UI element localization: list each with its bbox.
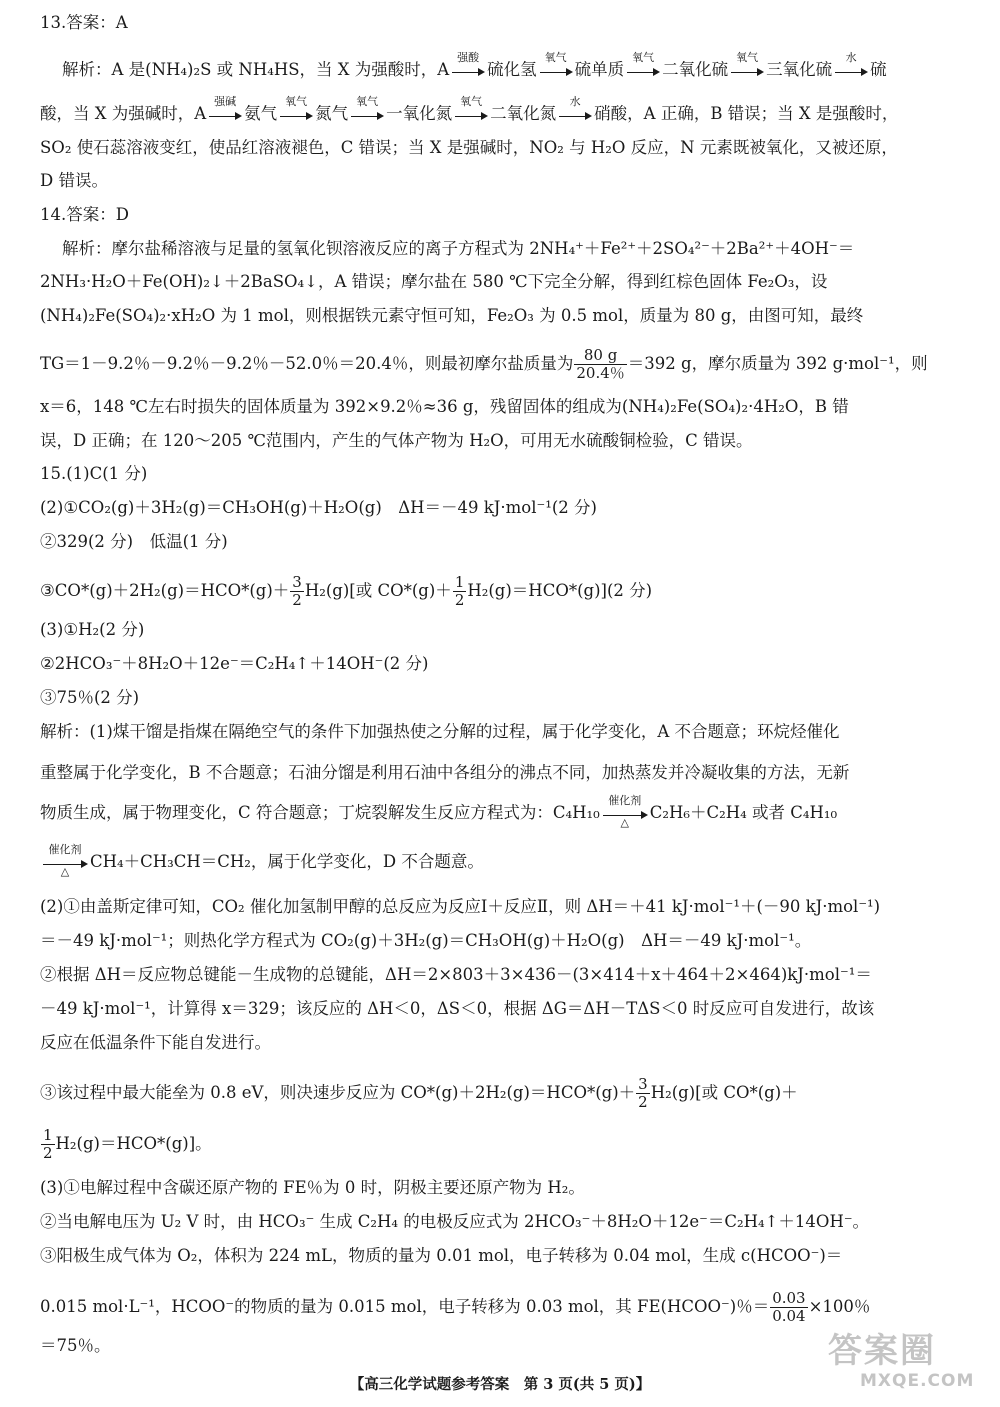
reaction-arrow-icon: 强碱	[207, 104, 243, 126]
fraction: $\frac{0.03}{0.04}$	[772, 1289, 806, 1325]
q13-line-3: SO₂ 使石蕊溶液变红，使品红溶液褪色，C 错误；当 X 是强碱时，NO₂ 与 H₂O 反应，N 元素既被氧化，又被还原，	[40, 138, 898, 157]
q13-answer: 13.答案：A	[40, 13, 128, 32]
page-footer: 【高三化学试题参考答案 第 3 页(共 5 页)】	[349, 1376, 651, 1393]
q15-explain-4: 催化剂 △ CH₄＋CH₃CH＝CH₂，属于化学变化，D 不合题意。	[40, 851, 484, 874]
watermark-text: 答案圈	[828, 1331, 936, 1371]
q14-line-4: TG＝1－9.2％－9.2％－9.2％－52.0％＝20.4％，则最初摩尔盐质量为 $\frac{80 g}{20.4\%}$ ＝392 g，摩尔质量为 392 g·mol⁻¹，则	[40, 346, 928, 382]
q15-explain-2: 重整属于化学变化，B 不合题意；石油分馏是利用石油中各组分的沸点不同，加热蒸发并冷凝收集的方法，无新	[40, 763, 850, 782]
q14-line-3: (NH₄)₂Fe(SO₄)₂·xH₂O 为 1 mol，则根据铁元素守恒可知，Fe₂O₃ 为 0.5 mol，质量为 80 g，由图可知，最终	[40, 306, 864, 325]
q15-explain-11: $\frac{1}{2}$ H₂(g)＝HCO*(g)]。	[43, 1126, 212, 1162]
q15-explain-12: (3)①电解过程中含碳还原产物的 FE％为 0 时，阴极主要还原产物为 H₂。	[40, 1178, 585, 1197]
q15-explain-14: ③阳极生成气体为 O₂，体积为 224 mL，物质的量为 0.01 mol，电子转移为 0.04 mol，生成 c(HCOO⁻)＝	[40, 1246, 843, 1265]
fraction: $\frac{3}{2}$	[638, 1075, 648, 1111]
fraction: $\frac{80 g}{20.4\%}$	[576, 346, 625, 382]
q15-part-4: ③CO*(g)＋2H₂(g)＝HCO*(g)＋ $\frac{3}{2}$ H₂(g)[或 CO*(g)＋ $\frac{1}{2}$ H₂(g)＝HCO*(g)](2 分)	[40, 573, 653, 609]
q15-explain-16: ＝75％。	[40, 1336, 111, 1355]
fraction: $\frac{1}{2}$	[43, 1126, 53, 1162]
q13-line-1: 解析：A 是(NH₄)₂S 或 NH₄HS，当 X 为强酸时，A 强酸 硫化氢 氧气 硫单质 氧气 二氧化硫 氧气 三氧化硫 水 硫	[62, 59, 887, 82]
reaction-arrow-icon: 氧气	[538, 60, 574, 82]
q15-explain-6: ＝－49 kJ·mol⁻¹；则热化学方程式为 CO₂(g)＋3H₂(g)＝CH₃OH(g)＋H₂O(g) ΔH＝－49 kJ·mol⁻¹。	[40, 931, 812, 950]
q15-explain-7: ②根据 ΔH＝反应物总键能－生成物的总键能，ΔH＝2×803＋3×436－(3×414＋x＋464＋2×464)kJ·mol⁻¹＝	[40, 965, 872, 984]
reaction-arrow-icon: 氧气	[625, 60, 661, 82]
q15-explain-13: ②当电解电压为 U₂ V 时，由 HCO₃⁻ 生成 C₂H₄ 的电极反应式为 2HCO₃⁻＋8H₂O＋12e⁻＝C₂H₄↑＋14OH⁻。	[40, 1212, 870, 1231]
watermark-url: MXQE.COM	[860, 1371, 975, 1391]
q15-part-2: (2)①CO₂(g)＋3H₂(g)＝CH₃OH(g)＋H₂O(g) ΔH＝－49 kJ·mol⁻¹(2 分)	[40, 498, 597, 517]
q15-part-3: ②329(2 分) 低温(1 分)	[40, 532, 228, 551]
reaction-arrow-icon: 催化剂 △	[41, 852, 89, 874]
reaction-arrow-icon: 氧气	[278, 104, 314, 126]
q15-explain-8: －49 kJ·mol⁻¹，计算得 x＝329；该反应的 ΔH＜0，ΔS＜0，根据 ΔG＝ΔH－TΔS＜0 时反应可自发进行，故该	[40, 999, 875, 1018]
q15-explain-3: 物质生成，属于物理变化，C 符合题意；丁烷裂解发生反应方程式为：C₄H₁₀ 催化剂 △ C₂H₆＋C₂H₄ 或者 C₄H₁₀	[40, 793, 838, 829]
reaction-arrow-icon: 氧气	[453, 104, 489, 126]
q14-line-2: 2NH₃·H₂O＋Fe(OH)₂↓＋2BaSO₄↓，A 错误；摩尔盐在 580 ℃下完全分解，得到红棕色固体 Fe₂O₃，设	[40, 272, 828, 291]
q15-part-6: ②2HCO₃⁻＋8H₂O＋12e⁻＝C₂H₄↑＋14OH⁻(2 分)	[40, 654, 429, 673]
q15-part-5: (3)①H₂(2 分)	[40, 620, 145, 639]
reaction-arrow-icon: 强酸	[450, 60, 486, 82]
q14-line-1: 解析：摩尔盐稀溶液与足量的氢氧化钡溶液反应的离子方程式为 2NH₄⁺＋Fe²⁺＋2SO₄²⁻＋2Ba²⁺＋4OH⁻＝	[62, 239, 855, 258]
q15-explain-5: (2)①由盖斯定律可知，CO₂ 催化加氢制甲醇的总反应为反应Ⅰ＋反应Ⅱ，则 ΔH＝＋41 kJ·mol⁻¹＋(－90 kJ·mol⁻¹)	[40, 897, 881, 916]
reaction-arrow-icon: 水	[557, 104, 593, 126]
q15-explain-15: 0.015 mol·L⁻¹，HCOO⁻的物质的量为 0.015 mol，电子转移为 0.03 mol，其 FE(HCOO⁻)％＝ $\frac{0.03}{0.04}$ ×100％	[40, 1289, 871, 1325]
reaction-arrow-icon: 催化剂 △	[601, 803, 649, 825]
q15-explain-1: 解析：(1)煤干馏是指煤在隔绝空气的条件下加强热使之分解的过程，属于化学变化，A 不合题意；环烷烃催化	[40, 722, 840, 741]
q14-answer: 14.答案：D	[40, 205, 129, 224]
q14-line-6: 误，D 正确；在 120～205 ℃范围内，产生的气体产物为 H₂O，可用无水硫酸铜检验，C 错误。	[40, 431, 753, 450]
reaction-arrow-icon: 氧气	[729, 60, 765, 82]
q15-explain-9: 反应在低温条件下能自发进行。	[40, 1033, 271, 1052]
fraction: $\frac{1}{2}$	[454, 573, 465, 609]
watermark-logo	[826, 1323, 996, 1403]
q15-part-7: ③75％(2 分)	[40, 688, 140, 707]
reaction-arrow-icon: 水	[833, 60, 869, 82]
reaction-arrow-icon: 氧气	[349, 104, 385, 126]
q14-line-5: x＝6，148 ℃左右时损失的固体质量为 392×9.2％≈36 g，残留固体的组成为(NH₄)₂Fe(SO₄)₂·4H₂O，B 错	[40, 397, 849, 416]
fraction: $\frac{3}{2}$	[292, 573, 302, 609]
q13-line-4: D 错误。	[40, 171, 108, 190]
q15-part-1: 15.(1)C(1 分)	[40, 464, 148, 483]
q15-explain-10: ③该过程中最大能垒为 0.8 eV，则决速步反应为 CO*(g)＋2H₂(g)＝HCO*(g)＋ $\frac{3}{2}$ H₂(g)[或 CO*(g)＋	[40, 1075, 798, 1111]
q13-line-2: 酸，当 X 为强碱时，A 强碱 氨气 氧气 氮气 氧气 一氧化氮 氧气 二氧化氮 水 硝酸，A 正确，B 错误；当 X 是强酸时，	[40, 103, 898, 126]
